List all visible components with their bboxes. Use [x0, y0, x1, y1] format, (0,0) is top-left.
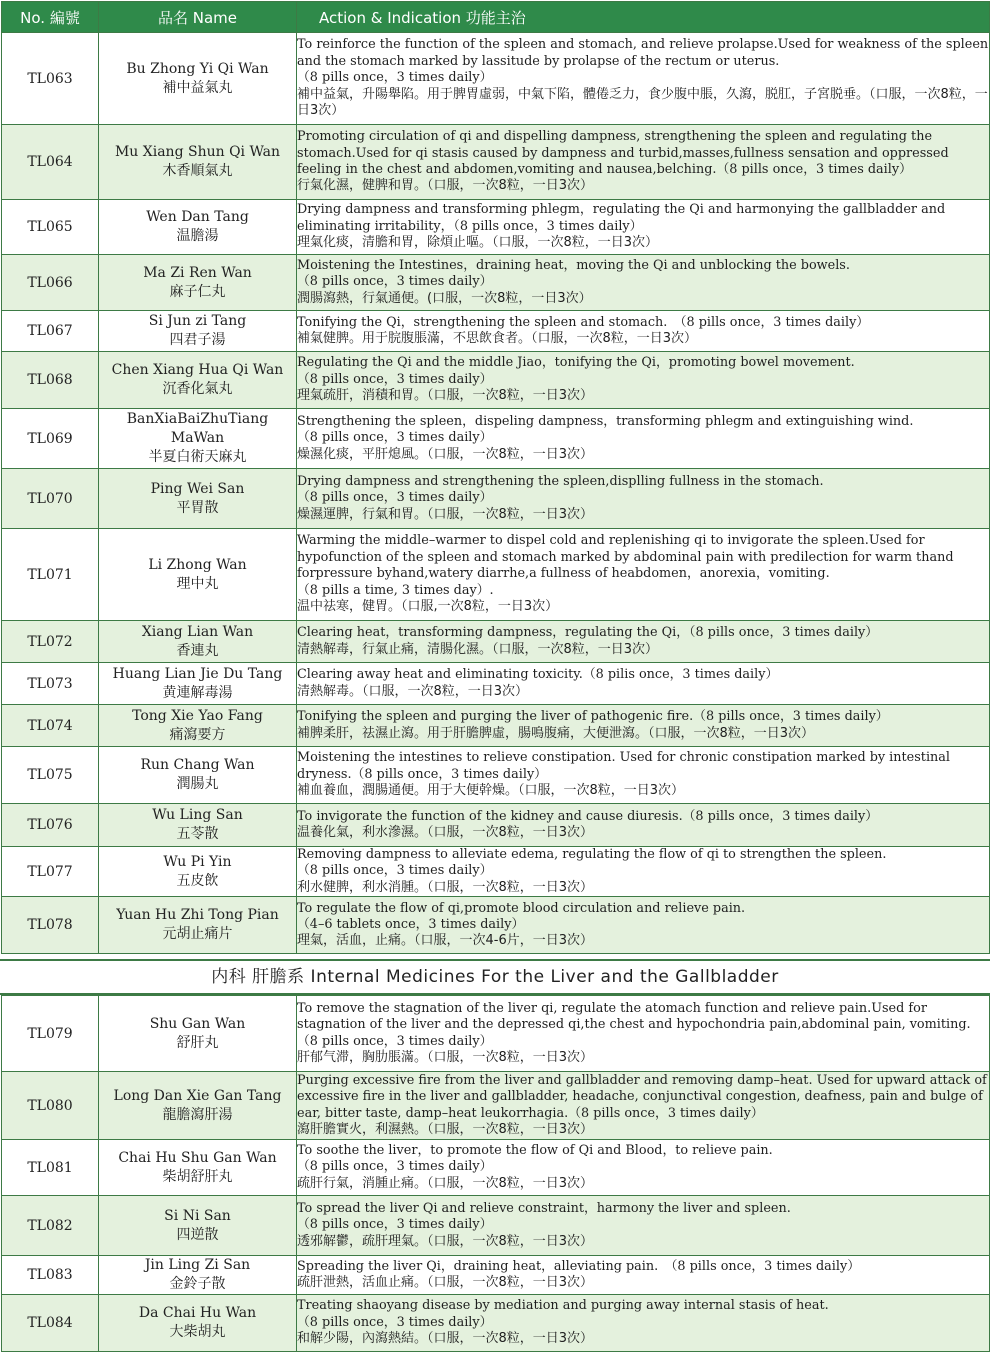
action-en: Moistening the intestines to relieve constipation. Used for chronic constipation marked by intestinal dryness.（8 pills once，3 times daily）	[297, 750, 951, 782]
table-row	[2, 529, 990, 621]
action-en: Purging excessive fire from the liver and gallbladder and removing damp–heat. Used for upward attack of excessive fire in the liver and gallbladder, headache, conjunctival congestion, deafness, pain and bulge of ear, bitter taste, damp–heat leukorrhagia.（8 pills once，3 times daily）	[297, 1072, 987, 1121]
product-name	[99, 897, 297, 954]
product-code: TL072	[2, 621, 99, 663]
table-row	[2, 409, 990, 469]
product-code: TL076	[2, 804, 99, 847]
dosage-en: （8 pills once，3 times daily）	[297, 70, 493, 86]
product-name	[99, 200, 297, 255]
product-action	[297, 747, 990, 804]
dosage-en: （8 pills once，3 times daily）	[297, 1159, 493, 1175]
header-name: 品名 Name	[99, 2, 297, 33]
product-name-cn: 柴胡舒肝丸	[162, 1168, 233, 1185]
product-action	[297, 621, 990, 663]
product-code: TL081	[2, 1140, 99, 1196]
product-name	[99, 255, 297, 311]
action-cn: 補氣健脾。用于脘腹脹滿，不思飲食者。（口服，一次8粒，一日3次）	[297, 331, 698, 346]
product-action	[297, 311, 990, 352]
product-code: TL073	[2, 663, 99, 705]
table-header	[2, 2, 990, 33]
action-cn: 理氣化痰，清膽和胃，除煩止嘔。（口服，一次8粒，一日3次）	[297, 235, 659, 251]
product-code: TL075	[2, 747, 99, 804]
action-cn: 温中祛寒，健胃。（口服,一次8粒，一日3次）	[297, 599, 559, 615]
action-cn: 瀉肝膽實火，利濕熱。（口服，一次8粒，一日3次）	[297, 1121, 594, 1137]
product-name-en: Wen Dan Tang	[146, 209, 249, 225]
product-name-cn: 五皮飲	[176, 872, 219, 889]
product-action	[297, 1140, 990, 1196]
dosage-en: （8 pills once，3 times daily）	[297, 430, 493, 446]
table-row	[2, 1196, 990, 1256]
product-name	[99, 621, 297, 663]
action-cn: 肝郁气滞，胸肋脹滿。（口服，一次8粒，一日3次）	[297, 1049, 594, 1065]
product-action	[297, 1256, 990, 1295]
product-name-en: Ma Zi Ren Wan	[143, 264, 252, 281]
action-cn: 清熱解毒，行氣止痛，清腸化濕。（口服，一次8粒，一日3次）	[297, 641, 659, 657]
product-name-cn: 四君子湯	[169, 332, 226, 348]
product-name-en: BanXiaBaiZhuTiang MaWan	[126, 411, 269, 446]
product-name-cn: 五苓散	[176, 826, 219, 842]
table-row	[2, 255, 990, 311]
action-en: Removing dampness to alleviate edema, regulating the flow of qi to strengthen the spleen.	[297, 847, 887, 862]
product-name-cn: 痛瀉要方	[169, 726, 226, 743]
table-row	[2, 747, 990, 804]
product-name-en: Xiang Lian Wan	[141, 623, 254, 640]
action-en: Regulating the Qi and the middle Jiao，tonifying the Qi，promoting bowel movement.	[297, 355, 855, 371]
product-name	[99, 469, 297, 529]
dosage-en: （4–6 tablets once，3 times daily）	[297, 917, 525, 933]
product-name-en: Mu Xiang Shun Qi Wan	[114, 144, 281, 160]
action-en: To spread the liver Qi and relieve constraint，harmony the liver and spleen.	[297, 1200, 791, 1216]
product-action	[297, 469, 990, 529]
action-en: Strengthening the spleen，dispeling dampness，transforming phlegm and extinguishing wind.	[297, 413, 914, 429]
product-name	[99, 33, 297, 125]
action-en: To reinforce the function of the spleen and stomach, and relieve prolapse.Used for weakness of the spleen and the stomach marked by lassitude by prolapse of the rectum or uterus.	[297, 37, 989, 69]
product-code: TL067	[2, 311, 99, 352]
header-action: Action & Indication 功能主治	[297, 2, 990, 33]
action-cn: 疏肝泄熱，活血止痛。（口服，一次8粒，一日3次）	[297, 1275, 594, 1290]
action-en: To regulate the flow of qi,promote blood circulation and relieve pain.	[297, 900, 746, 916]
product-name-en: Yuan Hu Zhi Tong Pian	[116, 907, 279, 924]
product-action	[297, 1196, 990, 1256]
product-action	[297, 200, 990, 255]
product-name-cn: 黄連解毒湯	[162, 684, 233, 701]
product-name	[99, 1072, 297, 1140]
table-row	[2, 1256, 990, 1295]
table-row	[2, 847, 990, 897]
table-row	[2, 311, 990, 352]
product-name-cn: 大柴胡丸	[169, 1324, 226, 1340]
action-cn: 温養化氣，利水滲濕。（口服，一次8粒，一日3次）	[297, 825, 594, 840]
action-en: Moistening the Intestines，draining heat，moving the Qi and unblocking the bowels.	[297, 257, 850, 273]
table-row	[2, 200, 990, 255]
product-name-en: Wu Ling San	[152, 807, 243, 823]
product-name	[99, 996, 297, 1072]
action-en: Drying dampness and strengthening the spleen,displling fullness in the stomach.	[297, 473, 824, 489]
action-cn: 利水健脾，利水消腫。（口服，一次8粒，一日3次）	[297, 879, 594, 895]
product-name-cn: 龍膽瀉肝湯	[162, 1106, 233, 1123]
table-row	[2, 897, 990, 954]
dosage-en: （8 pills once，3 times daily）	[297, 1314, 493, 1330]
dosage-en: （8 pills once，3 times daily）	[297, 371, 493, 387]
product-name-cn: 元胡止痛片	[162, 926, 233, 943]
product-name-en: Huang Lian Jie Du Tang	[112, 665, 283, 682]
product-name-cn: 香連丸	[176, 642, 219, 659]
product-name-en: Si Ni San	[164, 1207, 231, 1224]
product-name-en: Jin Ling Zi San	[144, 1257, 251, 1273]
table-row	[2, 352, 990, 409]
product-name-en: Tong Xie Yao Fang	[132, 707, 263, 724]
product-code: TL077	[2, 847, 99, 897]
action-cn: 和解少陽，內瀉熱結。（口服，一次8粒，一日3次）	[297, 1331, 594, 1347]
action-cn: 燥濕運脾，行氣和胃。（口服，一次8粒，一日3次）	[297, 506, 594, 522]
product-name	[99, 311, 297, 352]
action-cn: 清熱解毒。（口服，一次8粒，一日3次）	[297, 683, 529, 699]
product-action	[297, 409, 990, 469]
product-name-en: Da Chai Hu Wan	[138, 1305, 257, 1321]
product-code: TL083	[2, 1256, 99, 1295]
table-row	[2, 1072, 990, 1140]
product-name-en: Ping Wei San	[150, 480, 245, 497]
product-name	[99, 125, 297, 200]
action-cn: 補中益氣，升陽舉陷。用于脾胃虛弱，中氣下陷，體倦乏力，食少腹中脹，久瀉，脱肛，子宮脱垂。（口服，一次8粒，一日3次）	[297, 86, 988, 119]
action-cn: 補血養血，潤腸通便。用于大便幹燥。（口服，一次8粒，一日3次）	[297, 783, 685, 799]
product-action	[297, 352, 990, 409]
product-action	[297, 1295, 990, 1352]
product-name	[99, 804, 297, 847]
product-name	[99, 847, 297, 897]
product-name-en: Chen Xiang Hua Qi Wan	[111, 362, 284, 378]
product-action	[297, 33, 990, 125]
table-row	[2, 33, 990, 125]
action-en: Clearing heat，transforming dampness，regulating the Qi，（8 pills once，3 times daily）	[297, 625, 879, 641]
product-action	[297, 897, 990, 954]
table-row	[2, 621, 990, 663]
product-name	[99, 1295, 297, 1352]
product-name-cn: 沉香化氣丸	[162, 381, 233, 397]
product-action	[297, 1072, 990, 1140]
action-en: Treating shaoyang disease by mediation and purging away internal stasis of heat.	[297, 1298, 829, 1314]
product-name-en: Wu Pi Yin	[163, 853, 232, 870]
product-action	[297, 255, 990, 311]
dosage-en: （8 pills once，3 times daily）	[297, 863, 493, 879]
table-row	[2, 663, 990, 705]
action-cn: 潤腸瀉熱，行氣通便。(口服，一次8粒，一日3次）	[297, 290, 592, 306]
action-cn: 透邪解鬱，疏肝理氣。（口服，一次8粒，一日3次）	[297, 1233, 594, 1249]
product-name-cn: 補中益氣丸	[162, 79, 233, 96]
action-en: Tonifying the Qi，strengthening the spleen and stomach. （8 pills once，3 times daily）	[297, 314, 870, 330]
product-name	[99, 529, 297, 621]
product-name-cn: 舒肝丸	[176, 1034, 219, 1051]
product-code: TL065	[2, 200, 99, 255]
product-name	[99, 409, 297, 469]
product-code: TL078	[2, 897, 99, 954]
action-en: Spreading the liver Qi，draining heat，alleviating pain. （8 pills once，3 times daily）	[297, 1258, 861, 1274]
product-code: TL066	[2, 255, 99, 311]
product-name	[99, 1196, 297, 1256]
action-cn: 疏肝行氣，消腫止痛。（口服，一次8粒，一日3次）	[297, 1175, 594, 1191]
action-cn: 補脾柔肝，祛濕止瀉。用于肝膽脾虛，腸鳴腹痛，大便泄瀉。（口服，一次8粒，一日3次）	[297, 725, 815, 741]
product-code: TL069	[2, 409, 99, 469]
product-code: TL068	[2, 352, 99, 409]
dosage-en: （8 pills once，3 times daily）	[297, 490, 493, 506]
product-name	[99, 747, 297, 804]
medicine-table-digestive	[1, 1, 990, 954]
action-en: Promoting circulation of qi and dispelling dampness, strengthening the spleen and regulating the stomach.Used for qi stasis caused by dampness and turbid,masses,fullness sensation and oppressed feeling in the chest and abdomen,vomiting and nausea,belching.（8 pills once，3 times daily）	[297, 129, 949, 177]
product-name	[99, 1256, 297, 1295]
product-name-en: Chai Hu Shu Gan Wan	[118, 1149, 277, 1166]
product-name-cn: 潤腸丸	[176, 776, 219, 792]
action-en: Drying dampness and transforming phlegm，regulating the Qi and harmonying the gallbladder and eliminating irritability，（8 pills once，3 times daily）	[297, 202, 946, 234]
dosage-en: （8 pills a time, 3 times day）.	[297, 582, 494, 598]
action-en: To remove the stagnation of the liver qi, regulate the atomach function and relieve pain.Used for stagnation of the liver and the depressed qi,the chest and hypochondria pain,abdominal pain, vomiting.（8 pills once，3 times daily）	[297, 1000, 971, 1049]
product-name-cn: 四逆散	[176, 1226, 219, 1243]
product-name-cn: 平胃散	[176, 499, 219, 516]
product-code: TL082	[2, 1196, 99, 1256]
table-row	[2, 1140, 990, 1196]
table-row	[2, 804, 990, 847]
product-name-en: Si Jun zi Tang	[148, 313, 247, 329]
product-name-en: Bu Zhong Yi Qi Wan	[126, 60, 269, 77]
section-title-liver-gallbladder: 内科 肝膽系 Internal Medicines For the Liver and the Gallbladder	[0, 959, 990, 995]
product-action	[297, 663, 990, 705]
action-cn: 燥濕化痰，平肝熄風。（口服，一次8粒，一日3次）	[297, 446, 594, 462]
product-name	[99, 663, 297, 705]
product-code: TL079	[2, 996, 99, 1072]
product-name	[99, 352, 297, 409]
product-code: TL063	[2, 33, 99, 125]
action-en: Tonifying the spleen and purging the liver of pathogenic fire.（8 pills once，3 times daily）	[297, 709, 889, 725]
table-row	[2, 996, 990, 1072]
product-name	[99, 705, 297, 747]
product-name-en: Shu Gan Wan	[149, 1015, 246, 1032]
product-name-cn: 温膽湯	[176, 228, 219, 244]
table-row	[2, 469, 990, 529]
action-en: Warming the middle–warmer to dispel cold and replenishing qi to invigorate the spleen.Used for hypofunction of the spleen and stomach marked by abdominal pain with predilection for warm thand forpressure byhand,watery diarrhe,a fullness of heabdomen，anorexia，vomiting.	[297, 533, 954, 582]
dosage-en: （8 pills once，3 times daily）	[297, 1217, 493, 1233]
product-name-cn: 木香順氣丸	[162, 163, 233, 179]
header-no: No. 編號	[2, 2, 99, 33]
product-code: TL080	[2, 1072, 99, 1140]
product-action	[297, 705, 990, 747]
action-cn: 行氣化濕，健脾和胃。（口服，一次8粒，一日3次）	[297, 178, 594, 194]
product-action	[297, 529, 990, 621]
product-code: TL064	[2, 125, 99, 200]
product-action	[297, 996, 990, 1072]
action-cn: 理氣疏肝，消積和胃。（口服，一次8粒，一日3次）	[297, 388, 594, 404]
product-code: TL070	[2, 469, 99, 529]
product-action	[297, 847, 990, 897]
product-name	[99, 1140, 297, 1196]
product-action	[297, 804, 990, 847]
product-name-en: Li Zhong Wan	[148, 556, 247, 573]
action-en: To invigorate the function of the kidney and cause diuresis.（8 pills once，3 times daily）	[297, 808, 879, 824]
table-row	[2, 705, 990, 747]
medicine-table-liver	[1, 995, 990, 1352]
action-en: To soothe the liver，to promote the flow of Qi and Blood，to relieve pain.	[297, 1142, 773, 1158]
product-name-en: Run Chang Wan	[140, 757, 255, 773]
action-en: Clearing away heat and eliminating toxicity.（8 pilis once，3 times daily）	[297, 667, 779, 683]
product-name-cn: 金鈴子散	[169, 1276, 226, 1292]
action-cn: 理氣，活血，止痛。（口服，一次4-6片，一日3次）	[297, 933, 594, 949]
product-action	[297, 125, 990, 200]
table-row	[2, 125, 990, 200]
product-code: TL074	[2, 705, 99, 747]
product-name-cn: 麻子仁丸	[169, 283, 226, 300]
dosage-en: （8 pills once，3 times daily）	[297, 274, 493, 290]
product-name-en: Long Dan Xie Gan Tang	[113, 1087, 282, 1104]
product-code: TL071	[2, 529, 99, 621]
product-name-cn: 理中丸	[176, 575, 219, 592]
product-code: TL084	[2, 1295, 99, 1352]
table-row	[2, 1295, 990, 1352]
product-name-cn: 半夏白術天麻丸	[148, 449, 247, 465]
